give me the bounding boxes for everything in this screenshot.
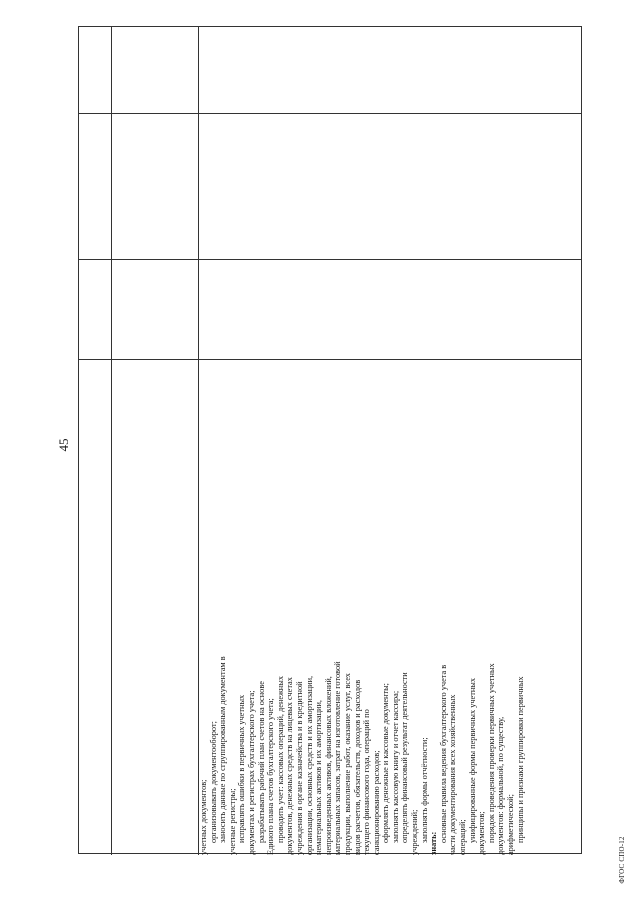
text-line: заносить данные по сгруппированным документам в <box>218 656 228 843</box>
text-line: основные правила ведения бухгалтерского учета в <box>438 664 448 843</box>
text-line: непроизведенных активов, финансовых вложений, <box>323 676 333 855</box>
text-line: разрабатывать рабочий план счетов на основе <box>256 681 266 843</box>
column-divider <box>111 27 112 855</box>
text-line: унифицированные формы первичных учетных <box>467 677 477 843</box>
text-line: документов, денежных средств на лицевых счетах <box>285 677 295 855</box>
text-line: операций; <box>458 819 468 855</box>
text-line: санкционированию расходов; <box>371 750 381 855</box>
text-line: учетных документов; <box>199 779 208 855</box>
text-cell-wrapper <box>79 27 525 855</box>
text-line: нематериальных активов и их амортизации, <box>314 700 324 855</box>
text-line: проводить учет: кассовых операций, денежных <box>275 676 285 843</box>
text-line: принципы и признаки группировки первичных <box>515 676 525 843</box>
text-line: документах и регистрах бухгалтерского учета; <box>246 690 256 855</box>
text-line: продукции, выполнение работ, оказание услуг, всех <box>342 673 352 855</box>
competency-text-cell <box>199 27 525 855</box>
text-line: части документирования всех хозяйственных <box>448 694 458 855</box>
text-line: материальных запасов, затрат на изготовление готовой <box>333 661 343 855</box>
text-line: арифметической; <box>506 794 515 855</box>
text-line: учреждений; <box>410 809 420 855</box>
text-line: организации, основных средств и их амортизации, <box>304 675 314 855</box>
text-line: документов: формальной, по существу, <box>496 716 506 855</box>
text-line: заполнять формы отчётности; <box>419 737 429 843</box>
text-line: учетные регистры; <box>227 788 237 855</box>
text-line: учреждения в органе казначейства и в кредитной <box>294 681 304 855</box>
text-line: Единого плана счетов бухгалтерского учета; <box>266 698 276 855</box>
text-line: исправлять ошибки в первичных учетных <box>237 694 247 843</box>
text-line: документов; <box>477 811 487 855</box>
text-line: текущего финансового года, операций по <box>362 709 372 855</box>
text-line: видов расчетов, обязательств, доходов и расходов <box>352 679 362 855</box>
text-line: заполнять кассовую книгу и отчет кассира; <box>390 690 400 843</box>
footer-code: ФГОС СПО-12 <box>618 836 626 884</box>
text-line: порядок проведения проверки первичных учетных <box>486 663 496 843</box>
text-line: знать: <box>429 831 439 855</box>
text-line: определять финансовый результат деятельности <box>400 672 410 843</box>
text-line: оформлять денежные и кассовые документы; <box>381 683 391 843</box>
page-number: 45 <box>56 438 71 452</box>
text-line: организовывать документооборот; <box>208 721 218 843</box>
document-table <box>78 26 582 854</box>
